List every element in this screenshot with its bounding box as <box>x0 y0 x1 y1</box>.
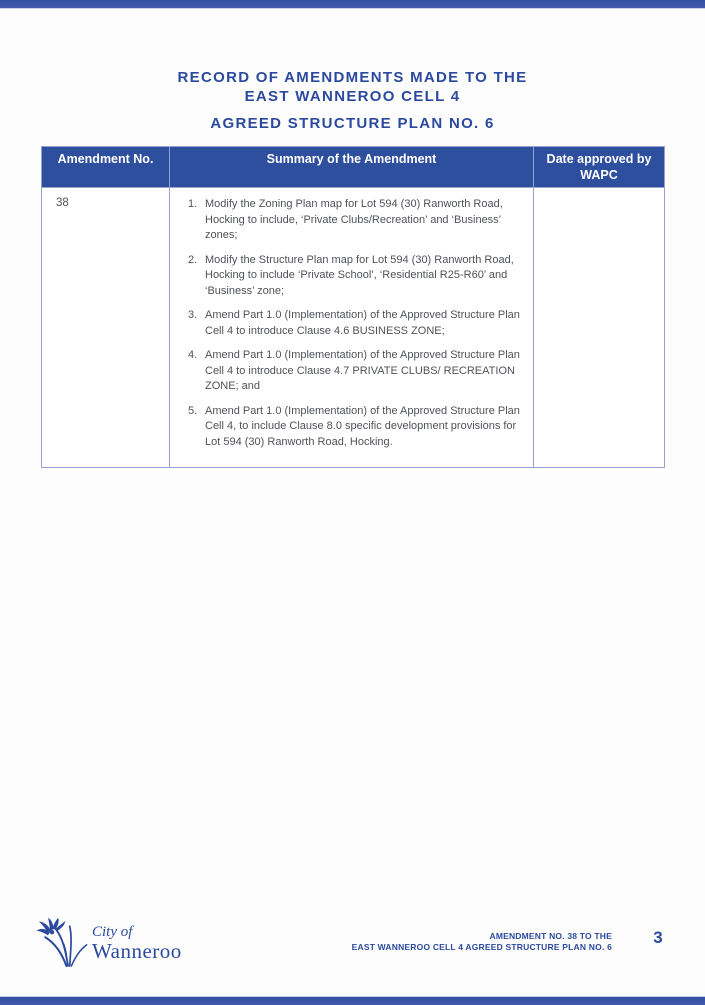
page-subtitle: AGREED STRUCTURE PLAN NO. 6 <box>210 115 495 132</box>
header-summary: Summary of the Amendment <box>170 147 534 188</box>
wanneroo-plant-emblem-icon <box>36 918 90 970</box>
summary-item-3 <box>188 308 523 339</box>
summary-item-1-number: 1. <box>188 198 198 210</box>
logo-city-of-text: City of <box>92 924 133 940</box>
summary-item-3-number: 3. <box>188 309 198 321</box>
footer-reference-line1: AMENDMENT NO. 38 TO THE <box>489 931 612 941</box>
summary-item-5 <box>188 404 523 451</box>
logo-wordmark <box>92 918 182 962</box>
summary-item-1-text: Modify the Zoning Plan map for Lot 594 (30) Ranworth Road, Hocking to include, ‘Private Clubs/Recreation’ and ‘Business’ zones; <box>205 198 503 241</box>
bottom-decoration-bar <box>0 997 705 1005</box>
amendments-table <box>41 146 665 468</box>
summary-item-4 <box>188 348 523 395</box>
page-number: 3 <box>653 928 663 947</box>
summary-item-2-text: Modify the Structure Plan map for Lot 594 (30) Ranworth Road, Hocking to include ‘Private School’, ‘Residential R25-R60’ and ‘Business’ zone; <box>205 253 514 297</box>
date-approved-cell <box>534 188 665 468</box>
summary-item-4-number: 4. <box>188 349 198 361</box>
header-date-approved: Date approved by WAPC <box>534 147 665 188</box>
summary-cell <box>170 188 534 468</box>
page-title-line1: RECORD OF AMENDMENTS MADE TO THE <box>177 69 528 86</box>
footer-reference-line2: EAST WANNEROO CELL 4 AGREED STRUCTURE PLAN NO. 6 <box>351 941 612 952</box>
page-title <box>0 68 705 106</box>
summary-item-5-text: Amend Part 1.0 (Implementation) of the Approved Structure Plan Cell 4, to include Clause 8.0 specific development provisions for Lot 594 (30) Ranworth Road, Hocking. <box>205 404 520 448</box>
summary-item-2-number: 2. <box>188 253 198 266</box>
logo-wanneroo-text: Wanneroo <box>92 939 182 963</box>
summary-item-2 <box>188 253 523 300</box>
top-decoration-bar <box>0 0 705 8</box>
page-title-line2: EAST WANNEROO CELL 4 <box>244 88 461 105</box>
header-amendment-no: Amendment No. <box>42 147 170 188</box>
amendment-no-cell: 38 <box>42 188 170 468</box>
summary-item-3-text: Amend Part 1.0 (Implementation) of the Approved Structure Plan Cell 4 to introduce Clause 4.6 BUSINESS ZONE; <box>205 309 520 337</box>
table-header-row <box>42 147 665 188</box>
summary-item-5-number: 5. <box>188 404 198 417</box>
summary-item-4-text: Amend Part 1.0 (Implementation) of the Approved Structure Plan Cell 4 to introduce Clause 4.7 PRIVATE CLUBS/ RECREATION ZONE; and <box>205 349 520 392</box>
footer-reference <box>272 931 612 952</box>
city-of-wanneroo-logo <box>36 918 182 970</box>
table-row <box>42 188 665 468</box>
summary-item-1 <box>188 197 523 244</box>
